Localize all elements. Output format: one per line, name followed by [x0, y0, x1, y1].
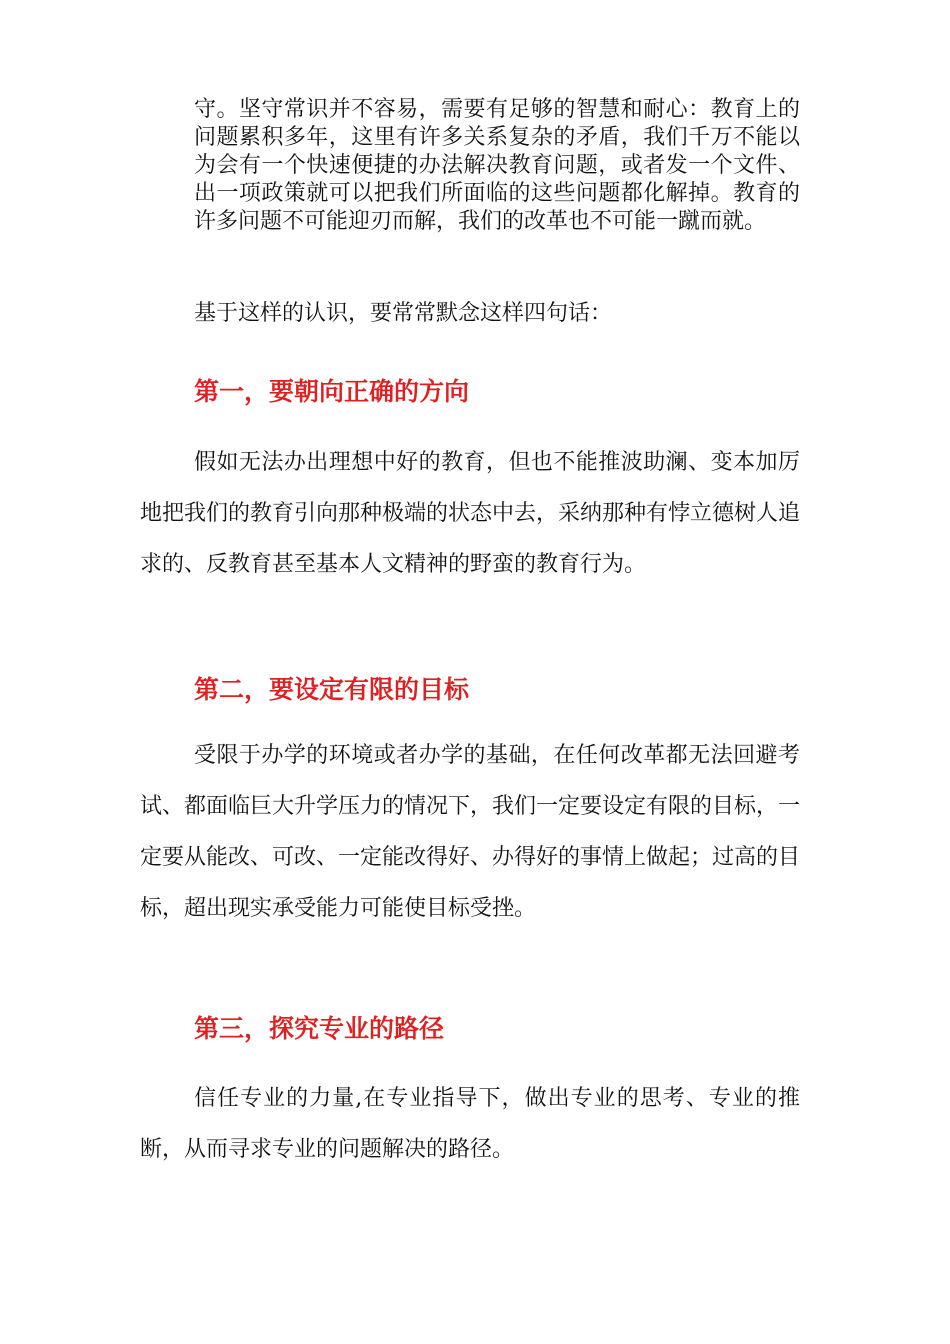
section-heading-3: 第三，探究专业的路径 — [194, 1014, 445, 1043]
section-heading-1: 第一，要朝向正确的方向 — [194, 377, 470, 406]
section-heading-2: 第二，要设定有限的目标 — [194, 675, 470, 704]
section-body-1: 假如无法办出理想中好的教育，但也不能推波助澜、变本加厉地把我们的教育引向那种极端的状态中去，采纳那种有悖立德树人追求的、反教育甚至基本人文精神的野蛮的教育行为。 — [140, 450, 801, 577]
intro-paragraph: 守。坚守常识并不容易，需要有足够的智慧和耐心：教育上的问题累积多年，这里有许多关系复杂的矛盾，我们千万不能以为会有一个快速便捷的办法解决教育问题，或者发一个文件、出一项政策就可以把我们所面临的这些问题都化解掉。教育的许多问题不可能迎刃而解，我们的改革也不可能一蹴而就。 — [194, 97, 800, 234]
lead-sentence: 基于这样的认识，要常常默念这样四句话： — [194, 301, 613, 326]
section-body-3: 信任专业的力量,在专业指导下，做出专业的思考、专业的推断，从而寻求专业的问题解决的路径。 — [140, 1086, 800, 1162]
section-body-2: 受限于办学的环境或者办学的基础，在任何改革都无法回避考试、都面临巨大升学压力的情况下，我们一定要设定有限的目标，一定要从能改、可改、一定能改得好、办得好的事情上做起；过高的目标，超出现实承受能力可能使目标受挫。 — [140, 743, 801, 921]
